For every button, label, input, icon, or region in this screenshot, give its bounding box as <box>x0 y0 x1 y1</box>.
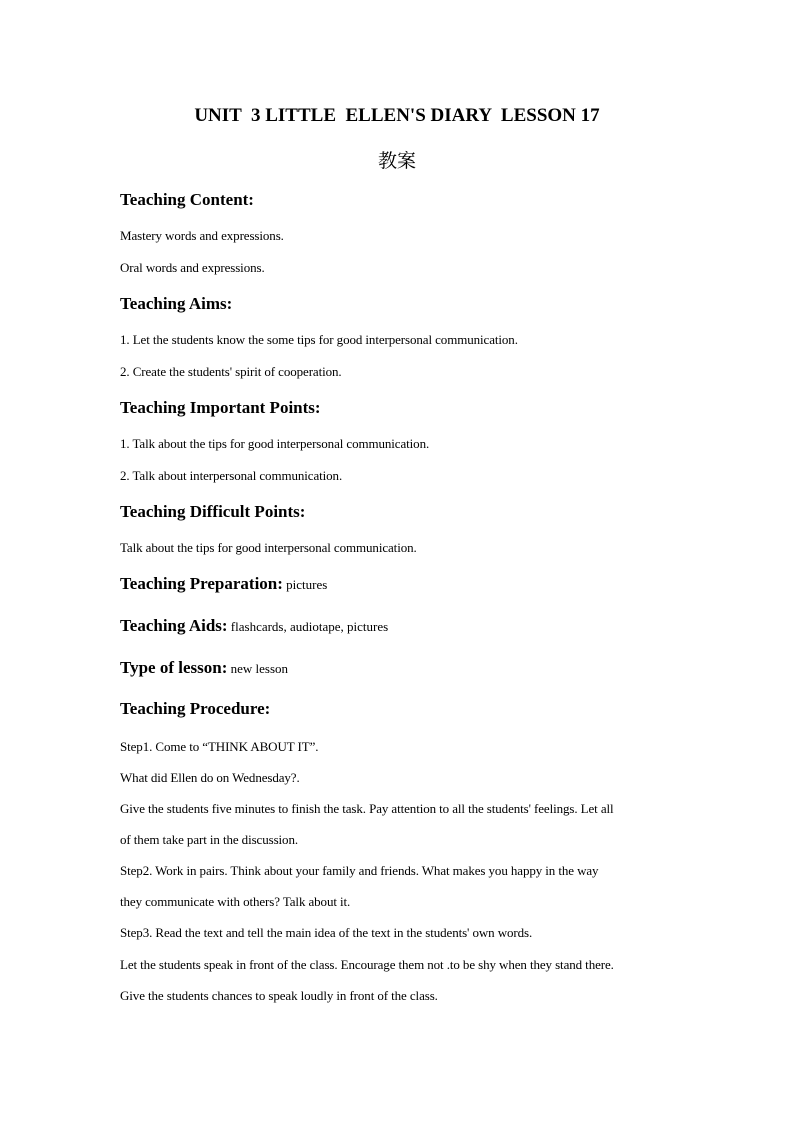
body-line: they communicate with others? Talk about it. <box>120 894 351 909</box>
body-line: Mastery words and expressions. <box>120 228 284 243</box>
section-heading-important-points: Teaching Important Points: <box>120 398 321 417</box>
section-heading-preparation: Teaching Preparation: <box>120 574 283 593</box>
body-line: Let the students speak in front of the class. Encourage them not .to be shy when they stand there. <box>120 957 614 972</box>
section-heading-difficult-points: Teaching Difficult Points: <box>120 502 306 521</box>
lesson-type-value: new lesson <box>227 661 289 676</box>
body-line: What did Ellen do on Wednesday?. <box>120 770 300 785</box>
section-preparation <box>120 574 680 594</box>
body-line: Step2. Work in pairs. Think about your family and friends. What makes you happy in the way <box>120 863 599 878</box>
body-line: Talk about the tips for good interpersonal communication. <box>120 540 417 555</box>
document-subtitle: 教案 <box>377 150 416 172</box>
body-line: Step1. Come to “THINK ABOUT IT”. <box>120 739 319 754</box>
body-line: Step3. Read the text and tell the main idea of the text in the students' own words. <box>120 925 533 940</box>
section-heading-lesson-type: Type of lesson: <box>120 658 228 677</box>
section-heading-aids: Teaching Aids: <box>120 616 228 635</box>
document-title: UNIT 3 LITTLE ELLEN'S DIARY LESSON 17 <box>194 105 600 126</box>
body-line: 1. Talk about the tips for good interpersonal communication. <box>120 436 430 451</box>
section-lesson-type <box>120 658 680 678</box>
body-line: Give the students chances to speak loudly in front of the class. <box>120 988 438 1003</box>
body-line: Oral words and expressions. <box>120 260 265 275</box>
aids-value: flashcards, audiotape, pictures <box>227 619 389 634</box>
section-heading-procedure: Teaching Procedure: <box>120 699 271 718</box>
body-line: 2. Create the students' spirit of cooperation. <box>120 364 342 379</box>
section-heading-teaching-aims: Teaching Aims: <box>120 294 233 313</box>
preparation-value: pictures <box>282 577 328 592</box>
body-line: 2. Talk about interpersonal communication. <box>120 468 343 483</box>
body-line: Give the students five minutes to finish the task. Pay attention to all the students' feelings. Let all <box>120 801 614 816</box>
section-aids <box>120 616 680 636</box>
section-heading-teaching-content: Teaching Content: <box>120 190 254 209</box>
body-line: 1. Let the students know the some tips for good interpersonal communication. <box>120 332 518 347</box>
body-line: of them take part in the discussion. <box>120 832 299 847</box>
